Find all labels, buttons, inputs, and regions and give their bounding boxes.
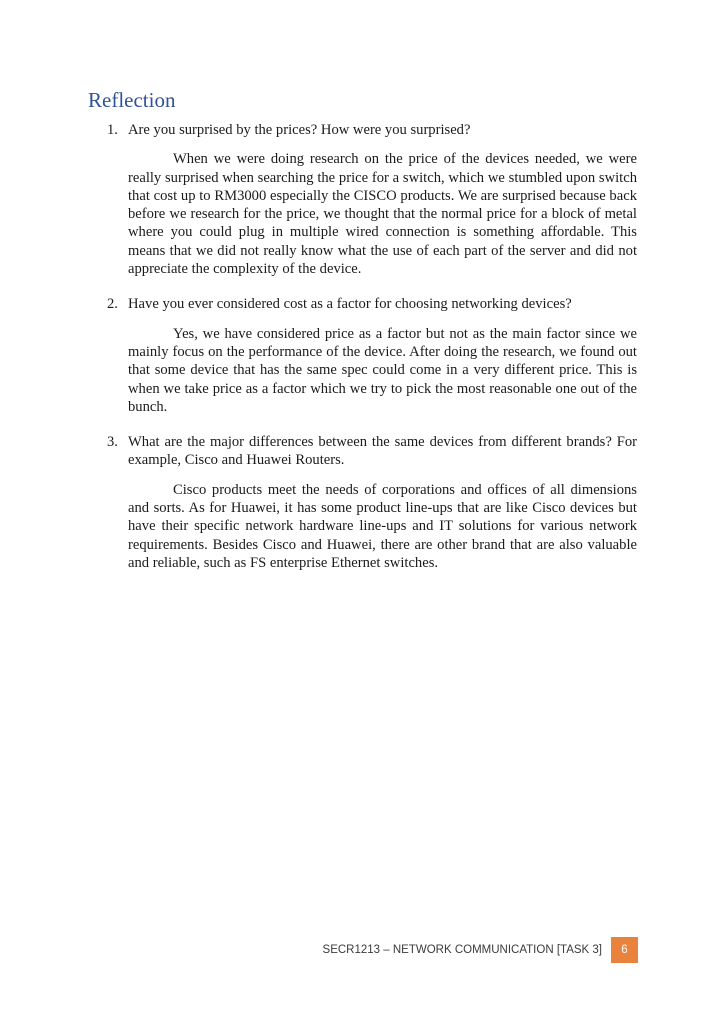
answer-paragraph-3: Cisco products meet the needs of corporations and offices of all dimensions and sorts. As for Huawei, it has some product line-ups that are like Cisco devices but have their specific network hardware line-ups and IT solutions for various network requirements. Besides Cisco and Huawei, there are other brand that are also valuable and reliable, such as FS enterprise Ethernet switches. xyxy=(128,481,637,571)
answer-paragraph-2: Yes, we have considered price as a factor but not as the main factor since we mainly focus on the performance of the device. After doing the research, we found out that some device that has the same spec could come in a very different price. This is when we take price as a factor which we try to pick the most reasonable one out of the bunch. xyxy=(128,325,637,415)
footer-text: SECR1213 – NETWORK COMMUNICATION [TASK 3] xyxy=(322,944,602,956)
question-list xyxy=(107,121,637,572)
question-number: 3. xyxy=(107,434,118,451)
question-text: Have you ever considered cost as a factor for choosing networking devices? xyxy=(128,296,572,313)
page-title: Reflection xyxy=(88,88,176,112)
answer-paragraph-1: When we were doing research on the price of the devices needed, we were really surprised when searching the price for a switch, which we stumbled upon switch that cost up to RM3000 especially the CISCO products. We are surprised because back before we research for the price, we thought that the normal price for a block of metal where you could plug in multiple wired connection is something affordable. This means that we did not really know what the use of each part of the server and did not appreciate the complexity of the device. xyxy=(128,151,637,278)
question-item-2 xyxy=(107,295,637,313)
question-item-1 xyxy=(107,121,637,139)
page-number-badge: 6 xyxy=(611,937,638,963)
question-text: Are you surprised by the prices? How were you surprised? xyxy=(128,122,471,138)
question-number: 1. xyxy=(107,122,118,138)
question-item-3 xyxy=(107,433,637,470)
page-content xyxy=(88,88,637,589)
question-number: 2. xyxy=(107,296,118,313)
page-footer xyxy=(323,937,638,963)
question-text: What are the major differences between the same devices from different brands? For example, Cisco and Huawei Routers. xyxy=(128,434,637,469)
